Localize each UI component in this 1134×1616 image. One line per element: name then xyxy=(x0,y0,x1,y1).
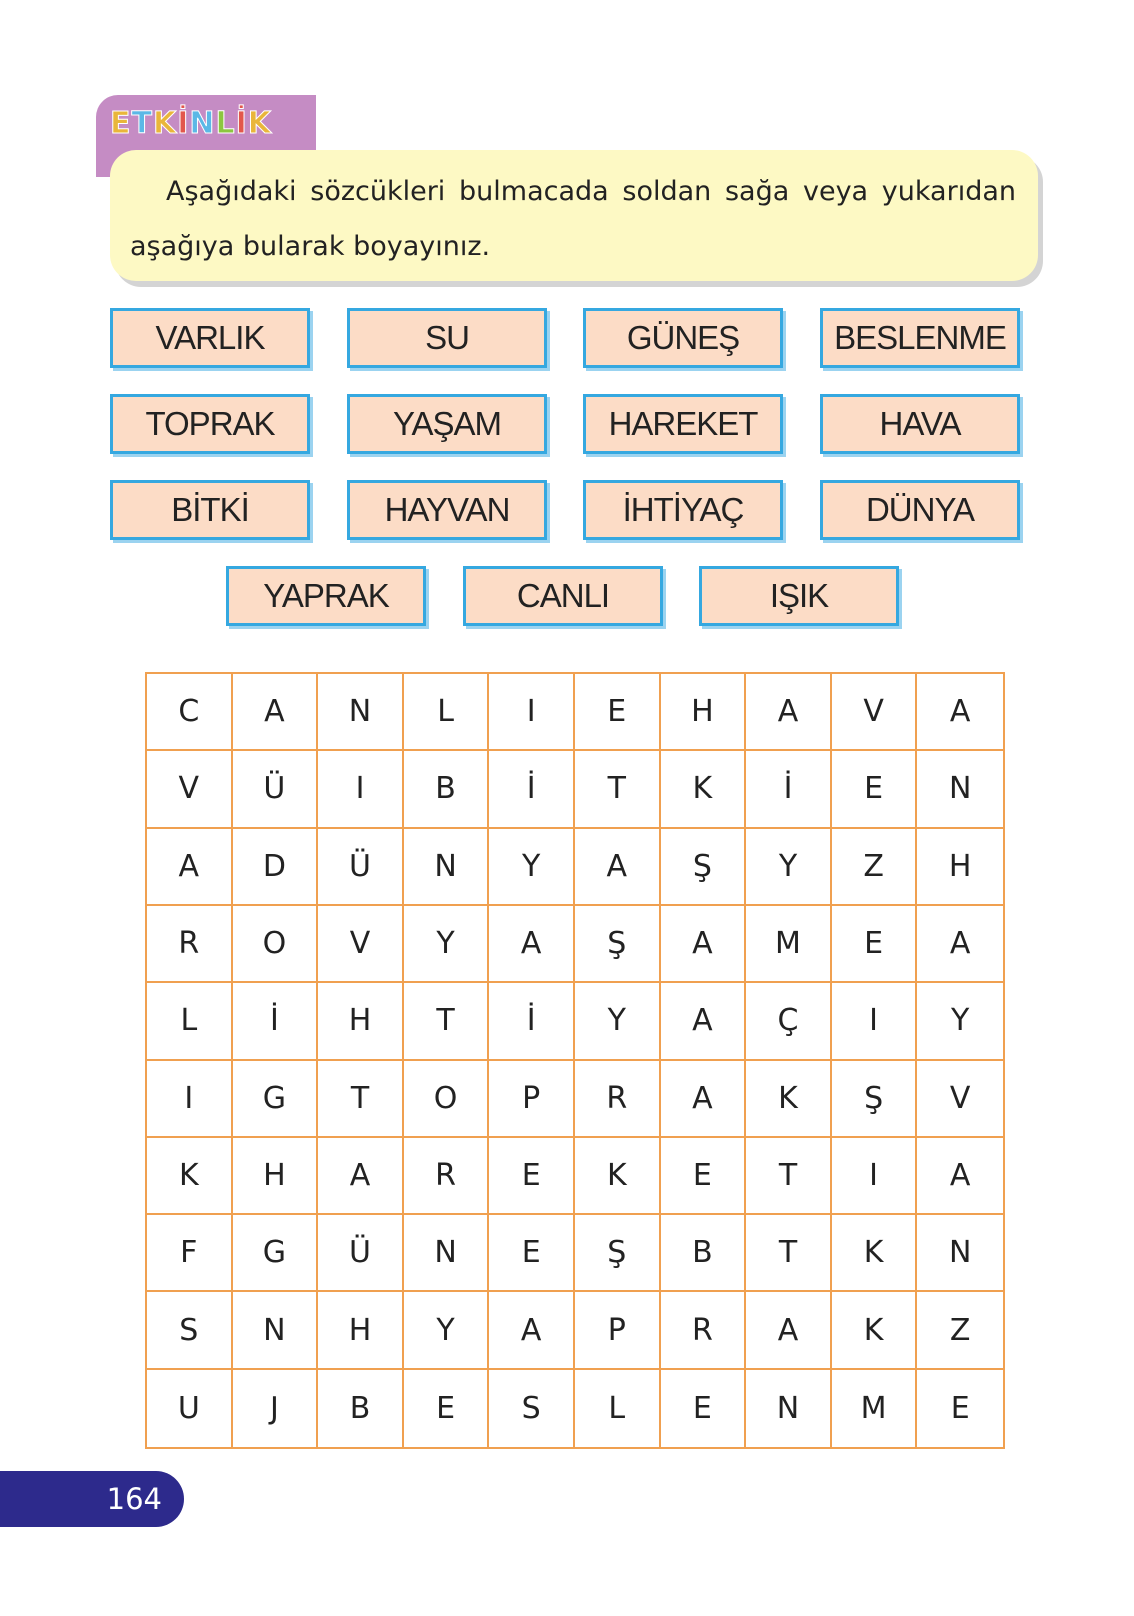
grid-cell[interactable]: Ş xyxy=(661,829,747,906)
grid-cell[interactable]: A xyxy=(746,674,832,751)
title-letter: K xyxy=(247,106,273,141)
grid-cell[interactable]: H xyxy=(917,829,1003,906)
grid-cell[interactable]: Ş xyxy=(575,1215,661,1292)
grid-cell[interactable]: K xyxy=(147,1138,233,1215)
grid-cell[interactable]: Ş xyxy=(832,1061,918,1138)
grid-cell[interactable]: Ç xyxy=(746,983,832,1060)
grid-cell[interactable]: U xyxy=(147,1370,233,1447)
grid-cell[interactable]: Ü xyxy=(233,751,319,828)
grid-cell[interactable]: Y xyxy=(404,1292,490,1369)
grid-cell[interactable]: Z xyxy=(832,829,918,906)
grid-cell[interactable]: Y xyxy=(746,829,832,906)
instruction-box xyxy=(110,150,1038,281)
grid-cell[interactable]: L xyxy=(147,983,233,1060)
word-box: HAREKET xyxy=(583,394,783,454)
grid-cell[interactable]: A xyxy=(917,906,1003,983)
grid-cell[interactable]: A xyxy=(661,983,747,1060)
grid-cell[interactable]: B xyxy=(318,1370,404,1447)
title-letter: İ xyxy=(235,106,248,141)
grid-cell[interactable]: N xyxy=(404,829,490,906)
word-box: TOPRAK xyxy=(110,394,310,454)
word-box: BİTKİ xyxy=(110,480,310,540)
instruction-text: Aşağıdaki sözcükleri bulmacada soldan sağa veya yukarıdan aşağıya bularak boyayınız. xyxy=(130,176,1016,262)
word-box: SU xyxy=(347,308,547,368)
grid-cell[interactable]: İ xyxy=(746,751,832,828)
grid-cell[interactable]: D xyxy=(233,829,319,906)
grid-cell[interactable]: S xyxy=(147,1292,233,1369)
grid-cell[interactable]: R xyxy=(661,1292,747,1369)
grid-cell[interactable]: A xyxy=(575,829,661,906)
grid-cell[interactable]: N xyxy=(318,674,404,751)
title-letter: N xyxy=(189,106,216,141)
grid-cell[interactable]: İ xyxy=(489,751,575,828)
grid-cell[interactable]: A xyxy=(746,1292,832,1369)
title-letter: İ xyxy=(177,106,190,141)
grid-cell[interactable]: A xyxy=(917,1138,1003,1215)
grid-cell[interactable]: A xyxy=(489,1292,575,1369)
grid-cell[interactable]: Ş xyxy=(575,906,661,983)
grid-cell[interactable]: R xyxy=(147,906,233,983)
grid-cell[interactable]: K xyxy=(575,1138,661,1215)
grid-cell[interactable]: M xyxy=(832,1370,918,1447)
grid-cell[interactable]: N xyxy=(404,1215,490,1292)
grid-cell[interactable]: I xyxy=(832,1138,918,1215)
grid-cell[interactable]: T xyxy=(746,1138,832,1215)
grid-cell[interactable]: T xyxy=(746,1215,832,1292)
grid-cell[interactable]: C xyxy=(147,674,233,751)
grid-cell[interactable]: V xyxy=(318,906,404,983)
grid-cell[interactable]: Ü xyxy=(318,829,404,906)
grid-cell[interactable]: L xyxy=(575,1370,661,1447)
grid-cell[interactable]: Ü xyxy=(318,1215,404,1292)
grid-cell[interactable]: P xyxy=(575,1292,661,1369)
grid-cell[interactable]: H xyxy=(233,1138,319,1215)
title-letter: K xyxy=(152,106,178,141)
grid-cell[interactable]: I xyxy=(318,751,404,828)
grid-cell[interactable]: J xyxy=(233,1370,319,1447)
word-box: CANLI xyxy=(463,566,663,626)
grid-cell[interactable]: K xyxy=(746,1061,832,1138)
grid-cell[interactable]: K xyxy=(661,751,747,828)
word-box: DÜNYA xyxy=(820,480,1020,540)
grid-cell[interactable]: N xyxy=(233,1292,319,1369)
grid-cell[interactable]: E xyxy=(575,674,661,751)
grid-cell[interactable]: N xyxy=(917,1215,1003,1292)
grid-cell[interactable]: Y xyxy=(575,983,661,1060)
title-letter: E xyxy=(110,106,132,141)
grid-cell[interactable]: V xyxy=(832,674,918,751)
grid-cell[interactable]: V xyxy=(147,751,233,828)
word-box: HAVA xyxy=(820,394,1020,454)
grid-cell[interactable]: T xyxy=(318,1061,404,1138)
word-box: GÜNEŞ xyxy=(583,308,783,368)
title-letter: L xyxy=(215,106,236,141)
grid-cell[interactable]: E xyxy=(404,1370,490,1447)
grid-cell[interactable]: K xyxy=(832,1215,918,1292)
grid-cell[interactable]: T xyxy=(404,983,490,1060)
grid-cell[interactable]: N xyxy=(746,1370,832,1447)
grid-cell[interactable]: L xyxy=(404,674,490,751)
grid-cell[interactable]: H xyxy=(318,983,404,1060)
grid-cell[interactable]: T xyxy=(575,751,661,828)
grid-cell[interactable]: I xyxy=(489,674,575,751)
grid-cell[interactable]: M xyxy=(746,906,832,983)
word-box: İHTİYAÇ xyxy=(583,480,783,540)
grid-cell[interactable]: Z xyxy=(917,1292,1003,1369)
grid-cell[interactable]: P xyxy=(489,1061,575,1138)
grid-cell[interactable]: E xyxy=(489,1138,575,1215)
grid-cell[interactable]: F xyxy=(147,1215,233,1292)
word-box: IŞIK xyxy=(699,566,899,626)
grid-cell[interactable]: E xyxy=(950,1390,970,1426)
word-box: HAYVAN xyxy=(347,480,547,540)
grid-cell[interactable]: E xyxy=(832,906,918,983)
grid-cell[interactable]: I xyxy=(147,1061,233,1138)
grid-cell[interactable]: A xyxy=(318,1138,404,1215)
page-number: 164 xyxy=(0,1471,184,1527)
grid-cell[interactable]: E xyxy=(832,751,918,828)
grid-cell[interactable]: Y xyxy=(404,906,490,983)
grid-cell[interactable]: E xyxy=(661,1370,747,1447)
grid-cell[interactable]: K xyxy=(832,1292,918,1369)
grid-cell[interactable]: G xyxy=(233,1215,319,1292)
grid-cell[interactable]: İ xyxy=(489,983,575,1060)
word-box: YAŞAM xyxy=(347,394,547,454)
grid-cell[interactable]: A xyxy=(661,1061,747,1138)
grid-cell[interactable]: Y xyxy=(917,983,1003,1060)
grid-cell[interactable]: O xyxy=(404,1061,490,1138)
word-box: VARLIK xyxy=(110,308,310,368)
grid-cell[interactable]: A xyxy=(233,674,319,751)
grid-cell[interactable]: A xyxy=(917,674,1003,751)
grid-cell[interactable]: I xyxy=(832,983,918,1060)
grid-cell[interactable]: A xyxy=(661,906,747,983)
grid-cell[interactable]: G xyxy=(233,1061,319,1138)
grid-cell[interactable]: S xyxy=(489,1370,575,1447)
grid-cell[interactable]: R xyxy=(404,1138,490,1215)
grid-cell[interactable]: R xyxy=(575,1061,661,1138)
grid-cell[interactable]: N xyxy=(917,751,1003,828)
grid-cell[interactable]: H xyxy=(318,1292,404,1369)
grid-cell[interactable]: E xyxy=(489,1215,575,1292)
word-search-grid xyxy=(145,672,1005,1449)
word-box: BESLENME xyxy=(820,308,1020,368)
grid-cell[interactable]: Y xyxy=(489,829,575,906)
grid-cell[interactable]: A xyxy=(147,829,233,906)
grid-cell[interactable]: V xyxy=(917,1061,1003,1138)
word-box: YAPRAK xyxy=(226,566,426,626)
activity-title xyxy=(110,104,272,144)
grid-cell[interactable]: H xyxy=(661,674,747,751)
grid-cell[interactable]: B xyxy=(661,1215,747,1292)
title-letter: T xyxy=(131,106,153,141)
grid-cell[interactable]: O xyxy=(233,906,319,983)
grid-cell[interactable]: B xyxy=(404,751,490,828)
grid-cell[interactable]: İ xyxy=(233,983,319,1060)
grid-cell[interactable]: A xyxy=(489,906,575,983)
grid-cell[interactable]: E xyxy=(661,1138,747,1215)
